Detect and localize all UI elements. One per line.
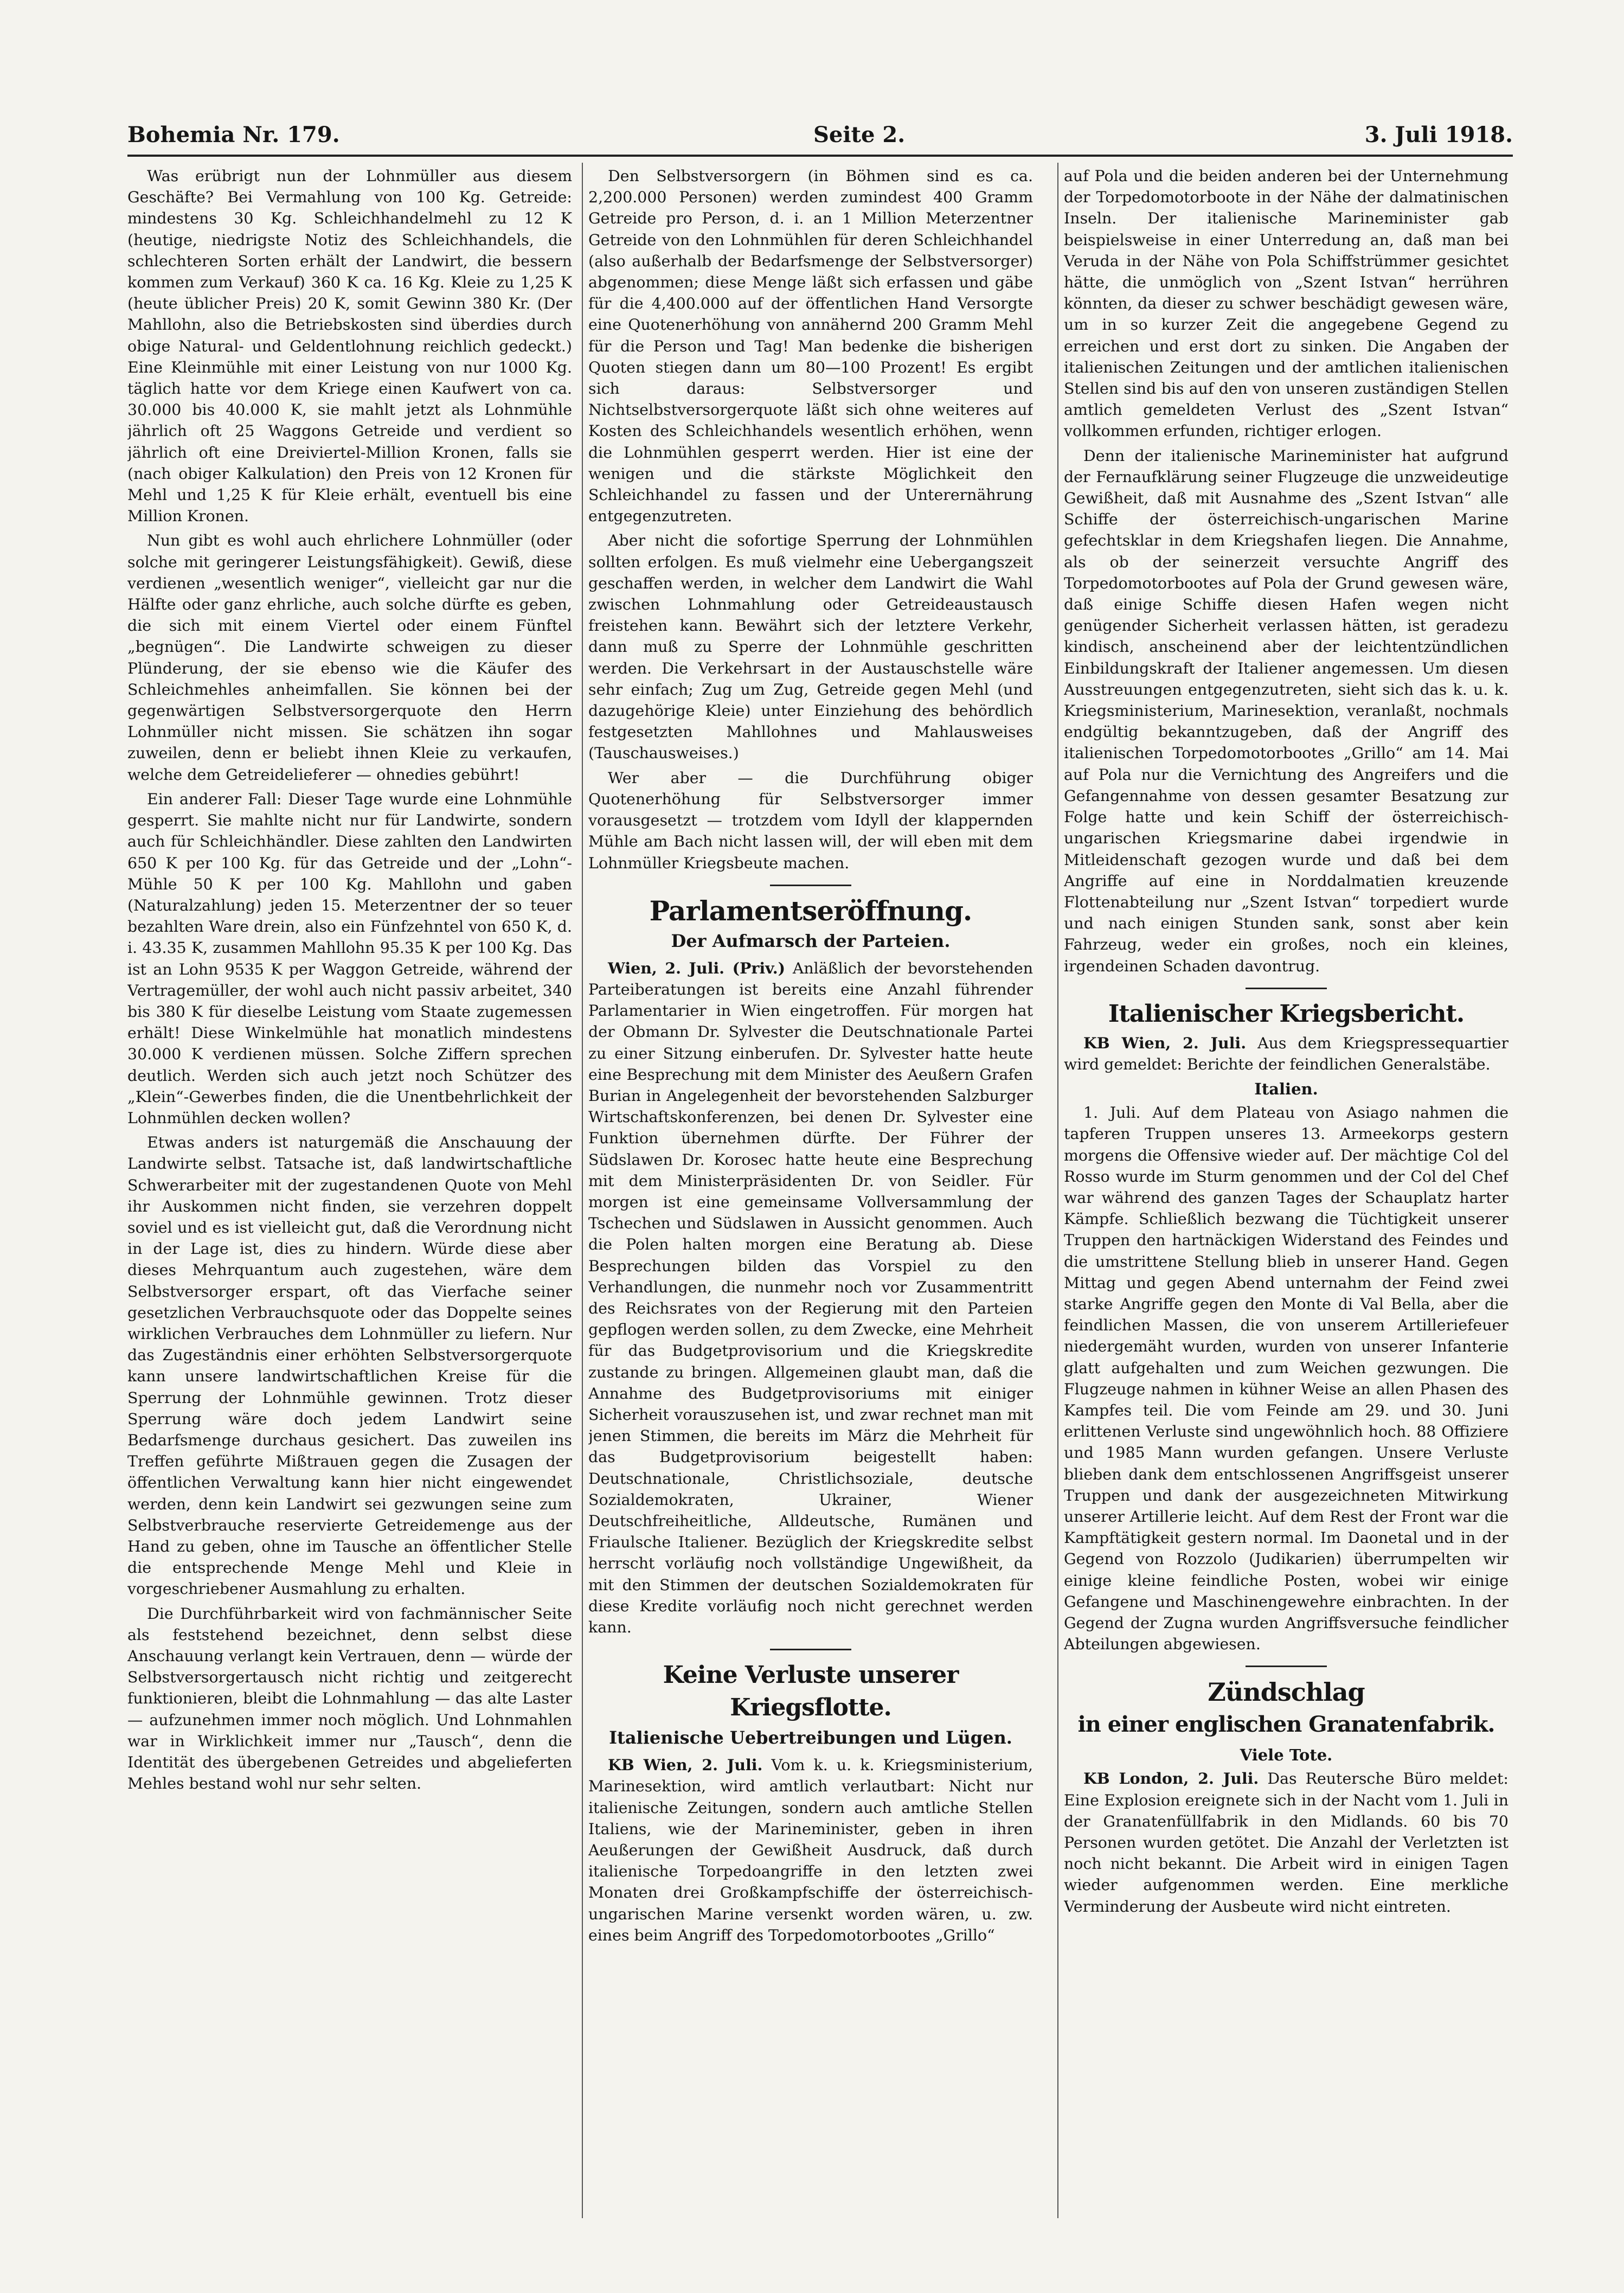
article-paragraph: Etwas anders ist naturgemäß die Anschauung der Landwirte selbst. Tatsache ist, daß landwirtschaftliche Schwerarbeiter mit der zugestandenen Quote von Mehl ihr Auskommen nicht finden, sie verzehren doppelt soviel und es ist vielleicht gut, daß die Verordnung nicht in der Lage ist, dies zu hindern. Würde diese aber dieses Mehrquantum auch zugestehen, wäre dem Selbstversorger erspart, oft das Vierfache seiner gesetzlichen Verbrauchsquote oder das Doppelte seines wirklichen Verbrauches dem Lohnmüller zu liefern. Nur das Zugeständnis einer erhöhten Selbstversorgerquote kann unsere landwirtschaftlichen Kreise für die Sperrung der Lohnmühle gewinnen. Trotz dieser Sperrung wäre doch jedem Landwirt seine Bedarfsmenge durchaus gesichert. Das zuweilen ins Treffen geführte Mißtrauen gegen die Zusagen der öffentlichen Verwaltung kann hier nicht eingewendet werden, denn kein Landwirt sei gezwungen seine zum Selbstverbrauche reservierte Getreidemenge aus der Hand zu geben, ohne im Tausche an öffentlicher Stelle die entsprechende Menge Mehl und Kleie in vorgeschriebener Ausmahlung zu erhalten. bbox=[127, 1133, 572, 1598]
column-divider bbox=[1057, 163, 1058, 2218]
page-header bbox=[127, 111, 1513, 155]
article-paragraph: Denn der italienische Marineminister hat aufgrund der Fernaufklärung seiner Flugzeuge die unzweideutige Gewißheit, daß mit Ausnahme des „Szent Istvan“ alle Schiffe der österreichisch-ungarischen Marine gefechtsklar in dem Kriegshafen liegen. Die Annahme, als ob der seinerzeit versuchte Angriff des Torpedomotorbootes auf Pola der Grund gewesen wäre, daß einige Schiffe diesen Hafen wegen nicht genügender Sicherheit verlassen hätten, ist geradezu kindisch, anscheinend aber der leichtentzündlichen Einbildungskraft der Italiener angemessen. Um diesen Ausstreuungen entgegenzutreten, sieht sich das k. u. k. Kriegsministerium, Marinesektion, veranlaßt, nochmals endgültig bekanntzugeben, daß der Angriff des italienischen Torpedomotorbootes „Grillo“ am 14. Mai auf Pola nur die Vernichtung des Angreifers und die Gefangennahme von dessen gesamter Besatzung zur Folge hatte und kein Schiff der österreichisch-ungarischen Kriegsmarine dabei irgendwie in Mitleidenschaft gezogen wurde und daß bei dem Angriffe auf eine in Norddalmatien kreuzende Flottenabteilung nur „Szent Istvan“ torpediert wurde und nach einigen Stunden sank, sonst aber kein Fahrzeug, weder ein großes, noch ein kleines, irgendeinen Schaden davontrug. bbox=[1064, 446, 1509, 975]
headline-war-report: Italienischer Kriegsbericht. bbox=[1108, 1000, 1465, 1028]
article-paragraph: Nun gibt es wohl auch ehrlichere Lohnmüller (oder solche mit geringerer Leistungsfähigkeit). Gewiß, diese verdienen „wesentlich weniger“, vielleicht gar nur die Hälfte oder ganz ehrliche, auch solche dürfte es geben, die sich mit einem Viertel oder einem Fünftel „begnügen“. Die Landwirte schweigen zu dieser Plünderung, der sie ebenso wie die Käufer des Schleichmehles anheimfallen. Sie können bei der gegenwärtigen Selbstversorgerquote den Herrn Lohnmüller nicht missen. Sie schätzen ihn sogar zuweilen, denn er beliebt ihnen Kleie zu verkaufen, welche dem Getreidelieferer — ohnedies gebührt! bbox=[127, 531, 572, 784]
dateline: KB Wien, 2. Juli. bbox=[1083, 1033, 1247, 1052]
article-text: Aus dem Kriegspressequartier wird gemeldet: Berichte der feindlichen Generalstäbe. bbox=[1064, 1034, 1509, 1073]
headline-navy: Keine Verluste unserer Kriegsflotte. bbox=[663, 1661, 959, 1722]
article-paragraph bbox=[1064, 1768, 1509, 1917]
article-paragraph: 1. Juli. Auf dem Plateau von Asiago nahmen die tapferen Truppen unseres 13. Armeekorps gestern morgens die Offensive wieder auf. Der mächtige Col del Rosso wurde im Sturm genommen und der Col del Chef war während des ganzen Tages der Schauplatz harter Kämpfe. Schließlich bezwang die Tüchtigkeit unserer Truppen den hartnäckigen Widerstand des Feindes und die umstrittene Stellung blieb in unserer Hand. Gegen Mittag und gegen Abend unternahm der Feind zwei starke Angriffe gegen den Monte di Val Bella, aber die feindlichen Massen, die von unserem Artilleriefeuer niedergemäht wurden, wurden von unserer Infanterie glatt aufgehalten und zum Weichen gezwungen. Die Flugzeuge nahmen in kühner Weise an allen Phasen des Kampfes teil. Die vom Feinde am 29. und 30. Juni erlittenen Verluste sind ungewöhnlich hoch. 88 Offiziere und 1985 Mann wurden gefangen. Unsere Verluste blieben dank dem entschlossenen Angriffsgeist unserer Truppen und dank der ausgezeichneten Mitwirkung unserer Artillerie leicht. Auf dem Rest der Front war die Kampftätigkeit gestern normal. Im Daonetal und in der Gegend von Rozzolo (Judikarien) überrumpelten wir einige kleine feindliche Posten, wobei wir einige Gefangene und Maschinengewehre einbrachten. In der Gegend der Zugna wurden Angriffsversuche feindlicher Abteilungen abgewiesen. bbox=[1064, 1104, 1509, 1654]
article-paragraph: Wer aber — die Durchführung obiger Quotenerhöhung für Selbstversorger immer vorausgesetzt — trotzdem vom Idyll der klappernden Mühle am Bach nicht lassen will, der will eben mit dem Lohnmüller Kriegsbeute machen. bbox=[588, 768, 1033, 872]
column-divider bbox=[582, 163, 583, 2218]
headline-explosion: Zündschlag bbox=[1208, 1677, 1365, 1707]
column-1 bbox=[127, 165, 572, 2215]
article-paragraph bbox=[588, 958, 1033, 1638]
column-3 bbox=[1064, 165, 1509, 2215]
article-text: Das Reutersche Büro meldet: Eine Explosion ereignete sich in der Nacht vom 1. Juli in der Granatenfüllfabrik in den Midlands. 60 bis 70 Personen wurden getötet. Die Anzahl der Verletzten ist noch nicht bekannt. Die Arbeit wird in einigen Tagen wieder aufgenommen werden. Eine merkliche Verminderung der Ausbeute wird nicht eintreten. bbox=[1064, 1770, 1509, 1916]
article-paragraph bbox=[588, 1754, 1033, 1946]
subhead-italy: Italien. bbox=[1254, 1080, 1318, 1099]
headline-parliament: Parlamentseröffnung. bbox=[649, 894, 972, 927]
issue-date: 3. Juli 1918. bbox=[1364, 122, 1513, 148]
dateline: Wien, 2. Juli. (Priv.) bbox=[608, 958, 786, 977]
article-paragraph: Die Durchführbarkeit wird von fachmännischer Seite als feststehend bezeichnet, denn selbst diese Anschauung verlangt kein Vertrauen, denn — würde der Selbstversorgertausch nicht richtig und zeitgerecht funktionieren, bleibt die Lohnmahlung — das alte Laster — aufzunehmen immer noch möglich. Und Lohnmahlen war in Wirklichkeit immer nur „Tausch“, denn die Identität des übergebenen Getreides und abgelieferten Mehles bestand wohl nur sehr selten. bbox=[127, 1604, 572, 1793]
subheadline-navy: Italienische Uebertreibungen und Lügen. bbox=[609, 1727, 1012, 1748]
article-paragraph: Ein anderer Fall: Dieser Tage wurde eine Lohnmühle gesperrt. Sie mahlte nicht nur für Landwirte, sondern auch für Schleichhändler. Diese zahlten den Landwirten 650 K per 100 Kg. für das Getreide und der „Lohn“-Mühle 50 K per 100 Kg. Mahllohn und gaben (Naturalzahlung) jeden 15. Meterzentner der so teuer bezahlten Ware drein, also ein Fünfzehntel von 650 K, d. i. 43.35 K, zusammen Mahllohn 95.35 K per 100 Kg. Das ist an Lohn 9535 K per Waggon Getreide, während der Vertragemüller, der wohl auch nicht passiv arbeitet, 340 bis 380 K für dieselbe Leistung vom Staate zugemessen erhält! Diese Winkelmühle hat monatlich mindestens 30.000 K verdienen müssen. Solche Ziffern sprechen deutlich. Werden sich auch jetzt noch Schützer des „Klein“-Gewerbes finden, die die Unentbehrlichkeit der Lohnmühlen decken wollen? bbox=[127, 790, 572, 1127]
article-paragraph: Den Selbstversorgern (in Böhmen sind es ca. 2,200.000 Personen) werden zumindest 400 Gramm Getreide pro Person, d. i. an 1 Million Meterzentner Getreide von den Lohnmühlen für deren Schleichhandel (also außerhalb der Bedarfsmenge der Selbstversorger) abgenommen; diese Menge läßt sich erfassen und gäbe für die 4,400.000 auf der öffentlichen Hand Versorgte eine Quotenerhöhung von annähernd 200 Gramm Mehl für die Person und Tag! Man bedenke die bisherigen Quoten stiegen dann um 80—100 Prozent! Es ergibt sich daraus: Selbstversorger und Nichtselbstversorgerquote läßt sich ohne weiteres auf Kosten des Schleichhandels wesentlich erhöhen, wenn die Lohnmühlen gesperrt werden. Hier ist eine der wenigen und die stärkste Möglichkeit den Schleichhandel zu fassen und der Unterernährung entgegenzutreten. bbox=[588, 167, 1033, 526]
header-rule bbox=[127, 155, 1513, 157]
article-paragraph: auf Pola und die beiden anderen bei der Unternehmung der Torpedomotorboote in der Nähe der dalmatinischen Inseln. Der italienische Marineminister gab beispielsweise in einer Unterredung an, daß man bei Veruda in der Nähe von Pola Schiffstrümmer gesichtet hätte, die unmöglich von „Szent Istvan“ herrühren könnten, da dieser zu schwer beschädigt gewesen wäre, um in so kurzer Zeit die angegebene Gegend zu erreichen und erst dort zu sinken. Die Angaben der italienischen Zeitungen und der amtlichen italienischen Stellen sind bis auf den von unseren zuständigen Stellen amtlich gemeldeten Verlust des „Szent Istvan“ vollkommen erfunden, richtiger erlogen. bbox=[1064, 167, 1509, 440]
subhead-many-dead: Viele Tote. bbox=[1240, 1746, 1333, 1765]
section-separator bbox=[770, 1649, 851, 1650]
article-paragraph bbox=[1064, 1033, 1509, 1075]
article-text: Anläßlich der bevorstehenden Parteiberatungen ist bereits eine Anzahl führender Parlamentarier in Wien eingetroffen. Für morgen hat der Obmann Dr. Sylvester die Deutschnationale Partei zu einer Sitzung einberufen. Dr. Sylvester hatte heute eine Besprechung mit dem Minister des Aeußern Grafen Burian in Angelegenheit der bevorstehenden Salzburger Wirtschaftskonferenzen, bei denen Dr. Sylvester eine Funktion übernehmen dürfte. Der Führer der Südslawen Dr. Korosec hatte heute eine Besprechung mit dem Ministerpräsidenten Dr. von Seidler. Für morgen ist eine gemeinsame Vollversammlung der Tschechen und Südslawen in Aussicht genommen. Auch die Polen halten morgen eine Beratung ab. Diese Besprechungen bilden das Vorspiel zu den Verhandlungen, die nunmehr noch vor Zusammentritt des Reichsrates von der Regierung mit den Parteien gepflogen werden sollen, zu dem Zwecke, eine Mehrheit für das Budgetprovisorium und die Kriegskredite zustande zu bringen. Allgemeinen glaubt man, daß die Annahme des Budgetprovisoriums mit einiger Sicherheit vorauszusehen ist, und zwar rechnet man mit jenen Stimmen, die bereits im März die Mehrheit für das Budgetprovisorium beigestellt haben: Deutschnationale, Christlichsoziale, deutsche Sozialdemokraten, Ukrainer, Wiener Deutschfreiheitliche, Alldeutsche, Rumänen und Friaulsche Italiener. Bezüglich der Kriegskredite selbst herrscht vorläufig noch vollständige Ungewißheit, da mit den Stimmen der deutschen Sozialdemokraten für diese Kredite vorläufig noch nicht gerechnet werden kann. bbox=[588, 959, 1033, 1636]
dateline: KB Wien, 2. Juli. bbox=[608, 1756, 763, 1775]
column-2 bbox=[588, 165, 1033, 2215]
page-number: Seite 2. bbox=[813, 122, 906, 148]
section-separator bbox=[770, 885, 851, 886]
paper-issue: Bohemia Nr. 179. bbox=[127, 122, 340, 148]
headline-explosion-line2: in einer englischen Granatenfabrik. bbox=[1077, 1712, 1495, 1738]
article-paragraph: Aber nicht die sofortige Sperrung der Lohnmühlen sollten erfolgen. Es muß vielmehr eine Uebergangszeit geschaffen werden, in welcher dem Landwirt die Wahl zwischen Lohnmahlung oder Getreideaustausch freistehen kann. Bewährt sich der letztere Verkehr, dann muß zu Sperre der Lohnmühle geschritten werden. Die Verkehrsart in der Austauschstelle wäre sehr einfach; Zug um Zug, Getreide gegen Mehl (und dazugehörige Kleie) unter Einziehung des behördlich festgesetzten Mahllohnes und Mahlausweises (Tauschausweises.) bbox=[588, 531, 1033, 763]
article-text: Vom k. u. k. Kriegsministerium, Marinesektion, wird amtlich verlautbart: Nicht nur italienische Zeitungen, sondern auch amtliche Stellen Italiens, wie der Marineminister, geben in ihren Aeußerungen der Gewißheit Ausdruck, daß durch italienische Torpedoangriffe in den letzten zwei Monaten drei Großkampfschiffe der österreichisch-ungarischen Marine versenkt worden wären, u. zw. eines beim Angriff des Torpedomotorbootes „Grillo“ bbox=[588, 1756, 1033, 1944]
article-paragraph: Was erübrigt nun der Lohnmüller aus diesem Geschäfte? Bei Vermahlung von 100 Kg. Getreide: mindestens 30 Kg. Schleichhandelmehl zu 12 K (heutige, niedrigste Notiz des Schleichhandels, die schlechteren Sorten erhält der Landwirt, die bessern kommen zum Verkauf) 360 K ca. 16 Kg. Kleie zu 1,25 K (heute üblicher Preis) 20 K, somit Gewinn 380 Kr. (Der Mahllohn, also die Betriebskosten sind überdies durch obige Natural- und Geldentlohnung reichlich gedeckt.) Eine Kleinmühle mit einer Leistung von nur 1000 Kg. täglich hatte vor dem Kriege einen Kaufwert von ca. 30.000 bis 40.000 K, sie mahlt jetzt als Lohnmühle jährlich oft 25 Waggons Getreide und verdient so jährlich oft eine Dreiviertel-Million Kronen, falls sie (nach obiger Kalkulation) den Preis von 12 Kronen für Mehl und 1,25 K für Kleie erhält, eventuell bis eine Million Kronen. bbox=[127, 167, 572, 526]
section-separator bbox=[1246, 1666, 1327, 1667]
subheadline-parliament: Der Aufmarsch der Parteien. bbox=[671, 930, 951, 951]
dateline: KB London, 2. Juli. bbox=[1083, 1769, 1259, 1788]
section-separator bbox=[1246, 988, 1327, 989]
